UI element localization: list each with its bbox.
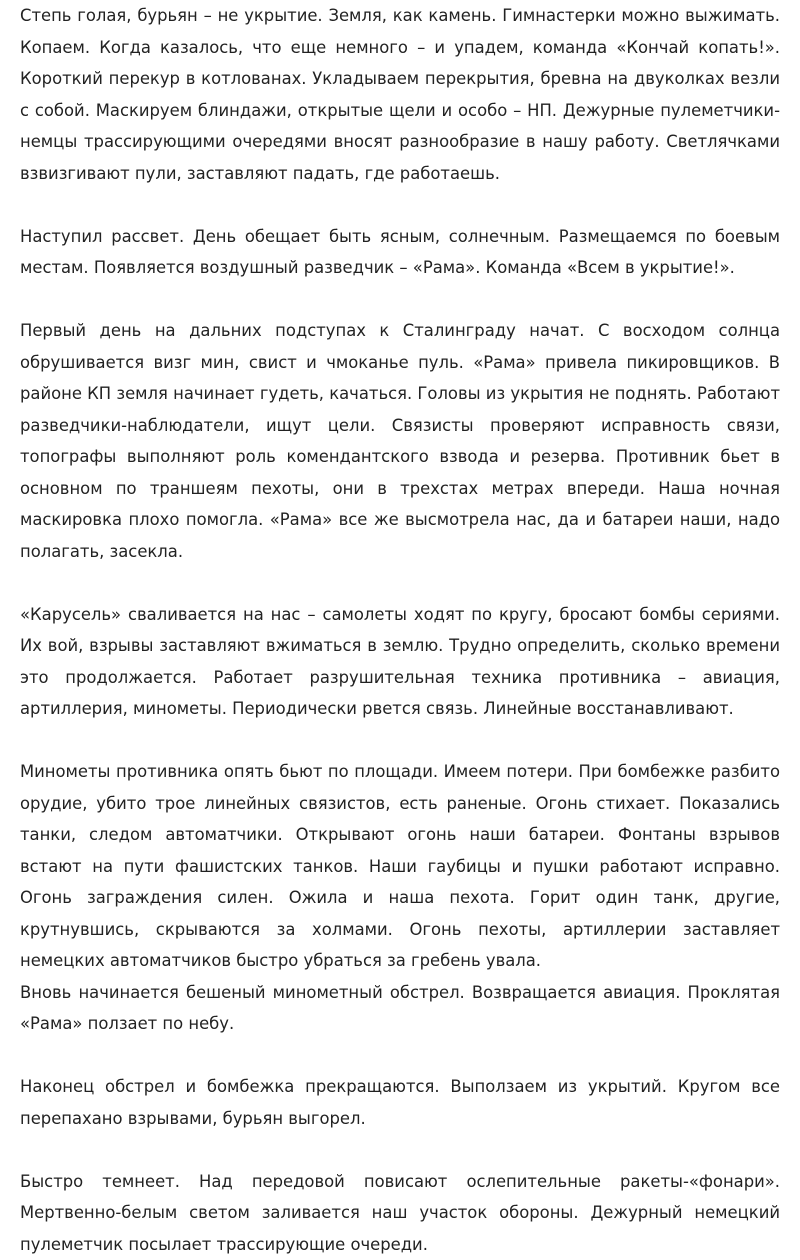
paragraph-1: Степь голая, бурьян – не укрытие. Земля, как камень. Гимнастерки можно выжимать. Копаем. Когда казалось, что еще немного – и упадем, команда «Кончай копать!». Короткий перекур в котлованах. Укладываем перекрытия, бревна на двуколках везли с собой. Маскируем блиндажи, открытые щели и особо – НП. Дежурные пулеметчики-немцы трассирующими очередями вносят разнообразие в нашу работу. Светлячками взвизгивают пули, заставляют падать, где работаешь. <box>20 0 780 189</box>
paragraph-8: Быстро темнеет. Над передовой повисают ослепительные ракеты-«фонари». Мертвенно-белым светом заливается наш участок обороны. Дежурный немецкий пулеметчик посылает трассирующие очереди. <box>20 1166 780 1260</box>
paragraph-7: Наконец обстрел и бомбежка прекращаются. Выползаем из укрытий. Кругом все перепахано взрывами, бурьян выгорел. <box>20 1071 780 1134</box>
paragraph-3: Первый день на дальних подступах к Сталинграду начат. С восходом солнца обрушивается визг мин, свист и чмоканье пуль. «Рама» привела пикировщиков. В районе КП земля начинает гудеть, качаться. Головы из укрытия не поднять. Работают разведчики-наблюдатели, ищут цели. Связисты проверяют исправность связи, топографы выполняют роль комендантского взвода и резерва. Противник бьет в основном по траншеям пехоты, они в трехстах метрах впереди. Наша ночная маскировка плохо помогла. «Рама» все же высмотрела нас, да и батареи наши, надо полагать, засекла. <box>20 315 780 567</box>
paragraph-6: Вновь начинается бешеный минометный обстрел. Возвращается авиация. Проклятая «Рама» ползает по небу. <box>20 977 780 1040</box>
article-body <box>20 0 780 1260</box>
paragraph-5: Минометы противника опять бьют по площади. Имеем потери. При бомбежке разбито орудие, убито трое линейных связистов, есть раненые. Огонь стихает. Показались танки, следом автоматчики. Открывают огонь наши батареи. Фонтаны взрывов встают на пути фашистских танков. Наши гаубицы и пушки работают исправно. Огонь заграждения силен. Ожила и наша пехота. Горит один танк, другие, крутнувшись, скрываются за холмами. Огонь пехоты, артиллерии заставляет немецких автоматчиков быстро убраться за гребень увала. <box>20 756 780 977</box>
paragraph-4: «Карусель» сваливается на нас – самолеты ходят по кругу, бросают бомбы сериями. Их вой, взрывы заставляют вжиматься в землю. Трудно определить, сколько времени это продолжается. Работает разрушительная техника противника – авиация, артиллерия, минометы. Периодически рвется связь. Линейные восстанавливают. <box>20 599 780 725</box>
paragraph-2: Наступил рассвет. День обещает быть ясным, солнечным. Размещаемся по боевым местам. Появляется воздушный разведчик – «Рама». Команда «Всем в укрытие!». <box>20 221 780 284</box>
